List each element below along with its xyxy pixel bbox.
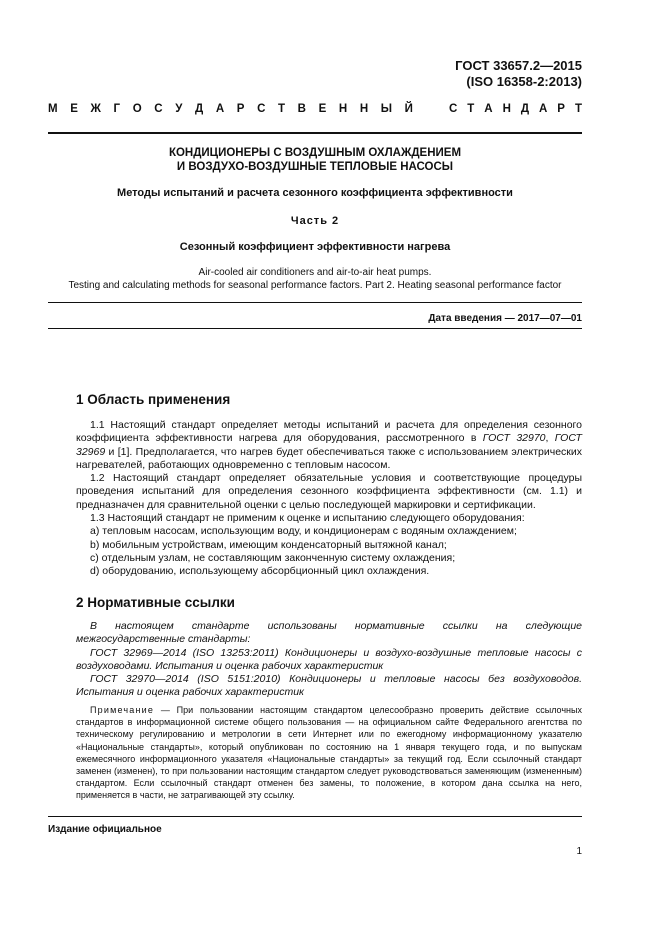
standard-type-banner: [48, 103, 582, 115]
section-2-body: [76, 620, 582, 700]
list-item: c) отдельным узлам, не составляющим законченную систему охлаждения;: [90, 551, 456, 564]
gost-number: ГОСТ 33657.2—2015: [455, 58, 582, 73]
banner-letter: А: [539, 103, 548, 115]
banner-letter: В: [297, 103, 306, 115]
banner-letter: Е: [318, 103, 327, 115]
banner-letter: С: [257, 103, 266, 115]
english-title-line-1: Air-cooled air conditioners and air-to-air heat pumps.: [198, 267, 432, 278]
ref-gost-32970: ГОСТ 32970: [482, 432, 546, 445]
header-rule: [48, 132, 582, 134]
title-rule: [48, 302, 582, 303]
paragraph-1-3: 1.3 Настоящий стандарт не применим к оценке и испытанию следующего оборудования:: [90, 512, 525, 525]
banner-letter: Й: [404, 103, 413, 115]
p1-text-b: и [1]. Предполагается, что нагрев будет обеспечиваться также с использованием электрических нагревателей, работающих одновременно с тепловым насосом.: [76, 445, 582, 471]
reference-gost-32969: [76, 647, 582, 674]
note-label: Примечание: [90, 705, 155, 715]
banner-letter: Н: [338, 103, 348, 115]
banner-letter: Т: [278, 103, 286, 115]
banner-letter: Т: [574, 103, 582, 115]
paragraph-1-2: 1.2 Настоящий стандарт определяет обязательные условия и соответствующие процедуры проведения испытаний для определения сезонного коэффициента эффективности (см. 1.1) и предназначен для сравнительной оценки с целью последующей маркировки и сертификации.: [76, 472, 582, 511]
date-rule: [48, 328, 582, 329]
section-1-heading: 1 Область применения: [76, 392, 231, 407]
list-item: d) оборудованию, использующему абсорбционный цикл охлаждения.: [90, 565, 430, 578]
references-intro-text: В настоящем стандарте использованы нормативные ссылки на следующие межгосударственные стандарты:: [76, 620, 582, 646]
english-title-line-2: Testing and calculating methods for seasonal performance factors. Part 2. Heating seasonal performance factor: [68, 280, 562, 291]
official-edition-label: Издание официальное: [48, 824, 162, 835]
page-number: 1: [576, 846, 582, 857]
title-line-1: КОНДИЦИОНЕРЫ С ВОЗДУШНЫМ ОХЛАЖДЕНИЕМ: [168, 147, 462, 159]
english-title: [48, 266, 582, 292]
banner-letter: У: [175, 103, 183, 115]
part-title: Сезонный коэффициент эффективности нагрева: [179, 241, 451, 253]
p1-text-a: 1.1 Настоящий стандарт определяет методы испытаний и расчета для определения сезонного коэффициента эффективности нагрева для оборудования, рассмотренного в: [76, 419, 582, 445]
list-item: b) мобильным устройствам, имеющим конденсаторный вытяжной канал;: [90, 538, 447, 551]
reference-2-text: ГОСТ 32970—2014 (ISO 5151:2010) Кондиционеры и тепловые насосы без воздуховодов. Испытания и оценка рабочих характеристик: [76, 673, 582, 699]
paragraph-1-1: [76, 419, 582, 472]
banner-letter: Г: [113, 103, 121, 115]
banner-letter: Т: [467, 103, 475, 115]
references-intro: [76, 620, 582, 647]
banner-letter: А: [484, 103, 493, 115]
banner-letter: Ж: [90, 103, 101, 115]
footer-rule: [48, 816, 582, 817]
document-number-block: [455, 58, 582, 90]
title-line-2: И ВОЗДУХО-ВОЗДУШНЫЕ ТЕПЛОВЫЕ НАСОСЫ: [176, 161, 454, 173]
standard-type-word2: [449, 103, 582, 115]
banner-letter: Е: [70, 103, 78, 115]
note-text: — При пользовании настоящим стандартом целесообразно проверить действие ссылочных стандартов в информационной системе общего пользования — на официальном сайте Федерального агентства по техническому регулированию и метрологии в сети Интернет или по ежегодному информационному указателю «Национальные стандарты», который опубликован по состоянию на 1 января текущего года, и по выпускам ежемесячного информационного указателя «Национальные стандарты» за текущий год. Если ссылочный стандарт заменен (изменен), то при пользовании настоящим стандартом следует руководствоваться заменяющим (измененным) стандартом. Если ссылочный стандарт отменен без замены, то положение, в котором дана ссылка на него, применяется в части, не затрагивающей эту ссылку.: [76, 705, 582, 801]
banner-letter: Н: [359, 103, 369, 115]
document-title: [48, 146, 582, 174]
reference-gost-32970: [76, 673, 582, 700]
iso-number: (ISO 16358-2:2013): [466, 74, 582, 89]
banner-letter: Ы: [380, 103, 393, 115]
ref-gost-32969: ГОСТ 32969: [76, 432, 582, 458]
introduction-date: Дата введения — 2017—07—01: [428, 313, 582, 324]
banner-letter: О: [132, 103, 142, 115]
banner-letter: С: [154, 103, 163, 115]
banner-letter: Р: [236, 103, 245, 115]
standard-type-word1: [48, 103, 413, 115]
reference-1-text: ГОСТ 32969—2014 (ISO 13253:2011) Кондиционеры и воздухо-воздушные тепловые насосы с воздуховодами. Испытания и оценка рабочих характеристик: [76, 646, 582, 672]
banner-letter: М: [48, 103, 58, 115]
banner-letter: Д: [195, 103, 204, 115]
list-item: a) тепловым насосам, использующим воду, и кондиционерам с водяным охлаждением;: [90, 525, 517, 538]
banner-letter: Н: [502, 103, 511, 115]
banner-letter: А: [215, 103, 225, 115]
banner-letter: Д: [520, 103, 530, 115]
note-block: [76, 704, 582, 802]
part-label: Часть 2: [290, 215, 340, 227]
document-subtitle: Методы испытаний и расчета сезонного коэффициента эффективности: [117, 187, 513, 199]
banner-letter: Р: [557, 103, 565, 115]
section-2-heading: 2 Нормативные ссылки: [76, 595, 235, 610]
section-1-body: [76, 419, 582, 579]
p1-sep: ,: [545, 432, 555, 445]
banner-letter: С: [449, 103, 458, 115]
